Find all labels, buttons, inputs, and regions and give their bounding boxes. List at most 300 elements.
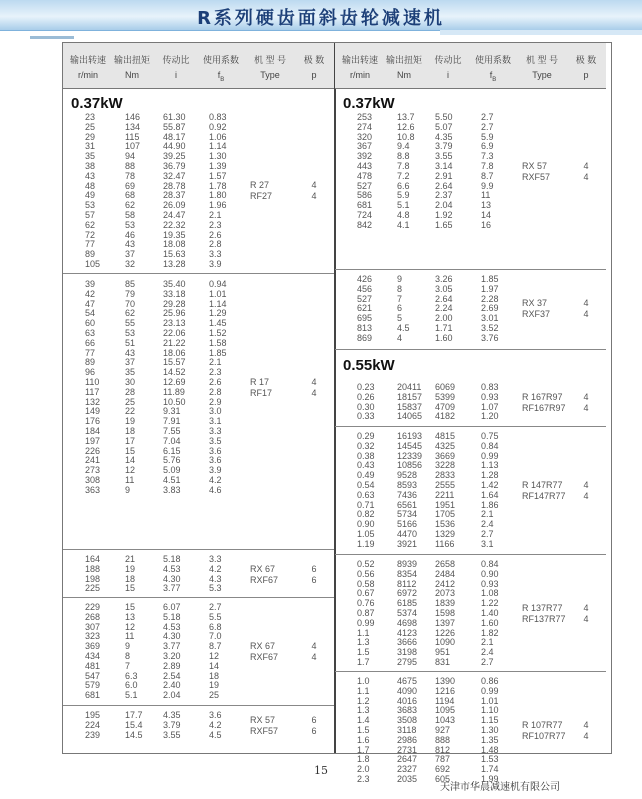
table-cell: 35 — [125, 367, 136, 378]
table-cell: 14 — [481, 209, 492, 220]
table-cell: 3683 — [397, 705, 418, 716]
table-cell: 7 — [125, 660, 131, 671]
table-cell: 14.5 — [125, 729, 143, 740]
table-cell: 4325 — [435, 440, 456, 451]
table-cell: 0.54 — [357, 479, 375, 490]
table-cell: 18.08 — [163, 239, 186, 250]
table-cell: 369 — [85, 641, 101, 652]
table-cell: 8.7 — [481, 170, 494, 181]
table-cell: 2.8 — [209, 386, 222, 397]
factor-column — [209, 603, 222, 701]
header-type: 机 型 号 — [525, 55, 558, 65]
table-cell: 2.89 — [163, 660, 181, 671]
table-cell: 1.48 — [481, 744, 499, 755]
table-cell: 2.3 — [209, 219, 222, 230]
gear-type-label — [250, 715, 278, 737]
pole-count — [304, 377, 324, 399]
table-cell: 62 — [125, 200, 136, 211]
spec-group — [63, 549, 334, 598]
table-cell: 3669 — [435, 450, 456, 461]
pole-value: 4 — [311, 641, 317, 651]
table-cell: 63 — [85, 327, 96, 338]
type-code: R 147R77 — [522, 479, 563, 490]
table-cell: 443 — [357, 160, 373, 171]
table-cell: 11 — [125, 631, 135, 642]
table-cell: 149 — [85, 406, 101, 417]
table-cell: 0.90 — [481, 568, 499, 579]
torque-column — [397, 113, 415, 231]
table-cell: 6.15 — [163, 445, 181, 456]
table-cell: 23.13 — [163, 318, 186, 329]
type-code: RX 57 — [522, 160, 548, 171]
table-cell: 9528 — [397, 470, 418, 481]
table-cell: 842 — [357, 219, 373, 230]
table-cell: 25 — [209, 690, 220, 701]
spec-group — [335, 554, 606, 672]
table-cell: 1.19 — [357, 538, 375, 549]
table-cell: 3228 — [435, 460, 456, 471]
table-cell: 77 — [85, 347, 96, 358]
table-cell: 37 — [125, 357, 136, 368]
table-cell: 605 — [435, 773, 451, 784]
table-cell: 3.6 — [209, 710, 222, 720]
table-cell: 5.3 — [209, 583, 222, 594]
table-cell: 3.9 — [209, 258, 222, 269]
pole-value: 6 — [311, 574, 317, 585]
type-code: RXF57 — [522, 171, 551, 182]
table-cell: 5.18 — [163, 611, 181, 622]
table-cell: 1.80 — [209, 190, 227, 201]
table-cell: 621 — [357, 303, 373, 314]
unit-factor: $f_B$ — [217, 70, 225, 83]
table-cell: 1.07 — [481, 401, 499, 412]
company-name: 天津市华晨减速机有限公司 — [440, 782, 560, 793]
gear-type-label — [522, 603, 566, 625]
table-cell: 1.4 — [357, 715, 370, 726]
spec-group — [63, 705, 334, 753]
table-cell: 6185 — [397, 598, 418, 609]
pole-value: 4 — [583, 602, 589, 613]
table-cell: 1.71 — [435, 322, 453, 333]
table-cell: 2.3 — [209, 367, 222, 378]
torque-column — [125, 603, 138, 701]
table-cell: 1.14 — [209, 141, 227, 152]
power-heading: 0.37kW — [71, 95, 123, 112]
power-heading: 0.37kW — [343, 95, 395, 112]
table-cell: 1.74 — [481, 764, 499, 775]
table-cell: 5.9 — [397, 190, 410, 201]
table-cell: 3.3 — [209, 425, 222, 436]
table-cell: 226 — [85, 445, 101, 456]
table-cell: 43 — [125, 347, 136, 358]
table-cell: 7.91 — [163, 416, 181, 427]
table-cell: 12339 — [397, 450, 423, 461]
pole-value: 4 — [311, 652, 317, 662]
title-banner — [0, 0, 642, 31]
table-cell: 3.01 — [481, 313, 499, 324]
table-cell: 2327 — [397, 764, 418, 775]
gear-type-label — [250, 180, 272, 202]
table-cell: 2.37 — [435, 190, 453, 201]
table-cell: 1.86 — [481, 499, 499, 510]
table-cell: 2658 — [435, 559, 456, 569]
table-cell: 0.63 — [357, 489, 375, 500]
table-cell: 363 — [85, 484, 101, 495]
table-cell: 1.5 — [357, 647, 370, 658]
speed-column — [357, 383, 375, 422]
table-cell: 4090 — [397, 685, 418, 696]
type-code: R 107R77 — [522, 719, 563, 730]
table-cell: 2.7 — [481, 656, 494, 667]
table-cell: 16193 — [397, 431, 423, 441]
table-cell: 53 — [125, 327, 136, 338]
table-cell: 3.26 — [435, 274, 453, 284]
table-cell: 7.8 — [397, 160, 410, 171]
table-cell: 3.77 — [163, 641, 181, 652]
table-cell: 0.32 — [357, 440, 375, 451]
table-cell: 2.69 — [481, 303, 499, 314]
spec-group — [335, 426, 606, 555]
table-cell: 927 — [435, 724, 451, 735]
table-cell: 239 — [85, 729, 101, 740]
table-cell: 2.0 — [357, 764, 370, 775]
table-cell: 1.0 — [357, 676, 370, 686]
table-cell: 3508 — [397, 715, 418, 726]
type-code: RX 57 — [250, 714, 276, 725]
table-cell: 5166 — [397, 519, 418, 530]
table-cell: 4.1 — [397, 219, 410, 230]
table-cell: 8593 — [397, 479, 418, 490]
table-cell: 7.55 — [163, 425, 181, 436]
table-cell: 1.22 — [481, 598, 499, 609]
pole-value: 4 — [583, 391, 589, 402]
table-cell: 62 — [125, 308, 136, 319]
table-cell: 30 — [125, 376, 136, 387]
speed-column — [85, 711, 100, 740]
right-column — [335, 43, 606, 784]
gear-type-label — [522, 392, 566, 414]
table-cell: 0.99 — [481, 685, 499, 696]
table-cell: 273 — [85, 465, 101, 476]
table-cell: 4698 — [397, 617, 418, 628]
table-cell: 4 — [397, 332, 403, 343]
table-cell: 1.13 — [481, 460, 499, 471]
table-cell: 115 — [125, 131, 140, 142]
table-cell: 15 — [125, 602, 136, 612]
table-cell: 527 — [357, 293, 373, 304]
pole-value: 4 — [583, 160, 589, 171]
table-cell: 22 — [125, 406, 136, 417]
table-cell: 0.84 — [481, 440, 499, 451]
spec-group — [335, 349, 606, 427]
faint-header-mark — [30, 36, 74, 39]
type-code: RXF37 — [522, 309, 551, 320]
table-cell: 6.9 — [481, 141, 494, 152]
table-cell: 724 — [357, 209, 373, 220]
gear-type-label — [250, 564, 278, 586]
ratio-column — [163, 603, 181, 701]
table-cell: 3.3 — [209, 554, 222, 564]
table-cell: 0.33 — [357, 411, 375, 422]
table-cell: 6.6 — [397, 180, 410, 191]
table-cell: 2.1 — [481, 509, 494, 520]
table-cell: 19 — [125, 563, 136, 574]
pole-count — [304, 564, 324, 586]
table-cell: 18 — [125, 573, 136, 584]
table-cell: 1.40 — [481, 607, 499, 618]
table-cell: 1090 — [435, 637, 456, 648]
table-cell: 2833 — [435, 470, 456, 481]
table-cell: 3666 — [397, 637, 418, 648]
table-cell: 1397 — [435, 617, 456, 628]
table-cell: 12 — [125, 621, 136, 632]
page-title: R系列硬齿面斜齿轮减速机 — [197, 8, 445, 29]
table-cell: 13 — [125, 611, 136, 622]
table-cell: 1.20 — [481, 411, 499, 422]
table-cell: 0.38 — [357, 450, 375, 461]
table-cell: 1.28 — [481, 470, 499, 481]
table-cell: 4.35 — [163, 710, 181, 720]
table-cell: 12 — [125, 465, 136, 476]
table-cell: 14545 — [397, 440, 423, 451]
table-cell: 681 — [85, 690, 101, 701]
table-cell: 7.04 — [163, 435, 181, 446]
table-cell: 1.7 — [357, 656, 370, 667]
ratio-column — [163, 555, 181, 594]
table-cell: 2035 — [397, 773, 418, 784]
gear-type-label — [522, 161, 550, 183]
table-cell: 1.5 — [357, 724, 370, 735]
table-cell: 25.96 — [163, 308, 186, 319]
table-cell: 6.07 — [163, 602, 181, 612]
table-cell: 5.9 — [481, 131, 494, 142]
type-code: RF147R77 — [522, 490, 566, 501]
table-cell: 0.52 — [357, 559, 375, 569]
header-speed: 输出转速 — [69, 55, 106, 65]
table-cell: 6.8 — [209, 621, 222, 632]
table-cell: 0.87 — [357, 607, 375, 618]
table-cell: 10.8 — [397, 131, 415, 142]
table-cell: 22.32 — [163, 219, 186, 230]
table-cell: 105 — [85, 258, 101, 269]
factor-column — [481, 383, 499, 422]
factor-column — [481, 275, 499, 344]
table-cell: 68 — [125, 190, 136, 201]
table-cell: 1.42 — [481, 479, 499, 490]
table-cell: 3198 — [397, 647, 418, 658]
type-code: RXF57 — [250, 725, 279, 736]
table-cell: 77 — [85, 239, 96, 250]
table-cell: 2.7 — [481, 121, 494, 132]
table-cell: 28.78 — [163, 180, 186, 191]
table-cell: 6069 — [435, 382, 456, 392]
table-cell: 225 — [85, 583, 101, 594]
table-cell: 21 — [125, 554, 136, 564]
header-ratio: 传动比 — [162, 55, 190, 65]
table-cell: 0.23 — [357, 382, 375, 392]
table-cell: 195 — [85, 710, 101, 720]
table-cell: 36.79 — [163, 160, 186, 171]
table-cell: 58 — [125, 209, 136, 220]
pole-count — [576, 298, 596, 320]
table-cell: 9.4 — [397, 141, 410, 152]
table-cell: 29 — [85, 131, 96, 142]
table-cell: 31 — [85, 141, 96, 152]
table-cell: 18 — [125, 425, 136, 436]
table-cell: 1.3 — [357, 705, 370, 716]
table-cell: 176 — [85, 416, 101, 427]
ratio-column — [435, 432, 455, 550]
table-cell: 46 — [125, 229, 136, 240]
speed-column — [85, 280, 100, 496]
type-code: RX 67 — [250, 641, 276, 651]
table-cell: 14 — [209, 660, 220, 671]
table-cell: 94 — [125, 151, 136, 162]
table-cell: 0.83 — [481, 382, 499, 392]
table-cell: 43 — [125, 239, 136, 250]
type-code: RF107R77 — [522, 730, 566, 741]
table-cell: 5.07 — [435, 121, 453, 132]
type-code: R 17 — [250, 376, 270, 387]
table-cell: 37 — [125, 249, 136, 260]
table-cell: 0.43 — [357, 460, 375, 471]
table-cell: 392 — [357, 151, 373, 162]
table-cell: 7 — [397, 293, 403, 304]
table-cell: 2.4 — [481, 519, 494, 530]
table-cell: 308 — [85, 474, 101, 485]
table-cell: 1226 — [435, 627, 456, 638]
pole-count — [576, 720, 596, 742]
table-cell: 1.60 — [481, 617, 499, 628]
table-cell: 1.6 — [357, 734, 370, 745]
table-cell: 2.00 — [435, 313, 453, 324]
table-cell: 4470 — [397, 528, 418, 539]
table-cell: 0.56 — [357, 568, 375, 579]
table-cell: 35 — [85, 151, 96, 162]
table-cell: 456 — [357, 283, 373, 294]
table-cell: 0.84 — [481, 559, 499, 569]
pole-value: 4 — [311, 387, 317, 398]
table-cell: 695 — [357, 313, 373, 324]
pole-value: 4 — [583, 309, 589, 320]
table-cell: 38 — [85, 160, 96, 171]
gear-type-label — [522, 720, 566, 742]
table-cell: 1.1 — [357, 627, 370, 638]
table-cell: 53 — [85, 200, 96, 211]
pole-value: 4 — [311, 180, 317, 191]
table-cell: 29.28 — [163, 298, 186, 309]
table-cell: 89 — [85, 357, 96, 368]
torque-column — [397, 560, 417, 668]
table-cell: 1.57 — [209, 170, 227, 181]
left-table-header — [63, 43, 334, 89]
table-cell: 15 — [125, 445, 136, 456]
table-cell: 32 — [125, 258, 136, 269]
table-cell: 951 — [435, 647, 451, 658]
ratio-column — [163, 711, 181, 740]
table-cell: 1.92 — [435, 209, 453, 220]
ratio-column — [435, 113, 453, 231]
gear-type-label — [250, 377, 272, 399]
header-torque: 输出扭矩 — [113, 55, 150, 65]
table-cell: 8.8 — [397, 151, 410, 162]
gear-type-label — [522, 298, 550, 320]
unit-poles: p — [311, 70, 317, 80]
pole-count — [576, 392, 596, 414]
type-code: RF17 — [250, 387, 273, 398]
table-cell: 117 — [85, 386, 100, 397]
table-cell: 3.5 — [209, 435, 222, 446]
table-cell: 3.55 — [435, 151, 453, 162]
table-cell: 1.58 — [209, 337, 227, 348]
table-cell: 69 — [125, 180, 136, 191]
table-cell: 8.7 — [209, 641, 222, 652]
table-cell: 3.05 — [435, 283, 453, 294]
table-cell: 1.96 — [209, 200, 227, 211]
table-cell: 1043 — [435, 715, 456, 726]
table-cell: 1.06 — [209, 131, 227, 142]
ratio-column — [163, 280, 186, 496]
table-cell: 11 — [481, 190, 491, 201]
header-torque: 输出扭矩 — [385, 55, 422, 65]
table-cell: 8 — [397, 283, 403, 294]
table-cell: 0.49 — [357, 470, 375, 481]
table-cell: 2.54 — [163, 670, 181, 681]
table-cell: 1.60 — [435, 332, 453, 343]
type-code: RX 67 — [250, 563, 276, 574]
table-cell: 198 — [85, 573, 101, 584]
table-cell: 14065 — [397, 411, 423, 422]
pole-count — [576, 480, 596, 502]
table-cell: 2731 — [397, 744, 418, 755]
table-cell: 1.64 — [481, 489, 499, 500]
pole-value: 6 — [311, 725, 317, 736]
table-cell: 25 — [125, 396, 136, 407]
table-cell: 813 — [357, 322, 373, 333]
table-cell: 1951 — [435, 499, 456, 510]
table-cell: 0.93 — [481, 391, 499, 402]
table-cell: 0.26 — [357, 391, 375, 402]
unit-type: Type — [532, 70, 552, 80]
table-cell: 1705 — [435, 509, 456, 520]
table-cell: 0.83 — [209, 112, 227, 122]
table-cell: 13 — [481, 200, 492, 211]
table-cell: 1216 — [435, 685, 456, 696]
table-cell: 1.78 — [209, 180, 227, 191]
table-cell: 4.8 — [397, 209, 410, 220]
table-cell: 89 — [85, 249, 96, 260]
table-cell: 1.01 — [481, 695, 499, 706]
speed-column — [357, 432, 375, 550]
spec-group — [335, 89, 606, 270]
table-cell: 2.9 — [209, 396, 222, 407]
table-cell: 1.85 — [209, 347, 227, 358]
table-cell: 4.53 — [163, 563, 181, 574]
table-cell: 44.90 — [163, 141, 186, 152]
table-cell: 49 — [85, 190, 96, 201]
table-cell: 15.57 — [163, 357, 186, 368]
torque-column — [397, 383, 422, 422]
table-cell: 96 — [85, 367, 96, 378]
pole-count — [576, 161, 596, 183]
table-cell: 0.92 — [209, 121, 227, 132]
table-cell: 426 — [357, 274, 373, 284]
table-cell: 61.30 — [163, 112, 186, 122]
table-cell: 5.18 — [163, 554, 181, 564]
table-cell: 1.30 — [209, 151, 227, 162]
spec-table — [62, 42, 612, 784]
table-cell: 1.65 — [435, 219, 453, 230]
